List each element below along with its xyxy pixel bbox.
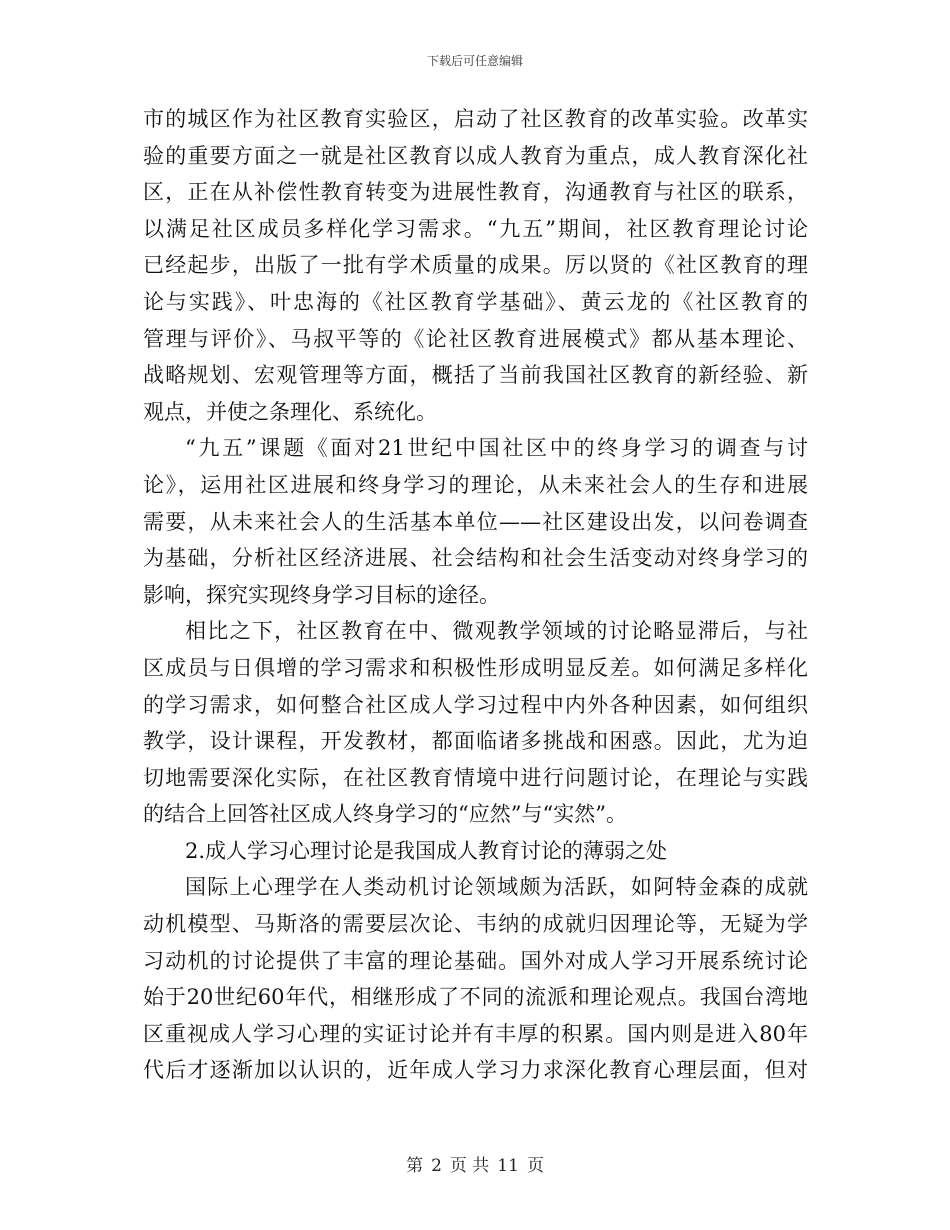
text-line: 动机模型、马斯洛的需要层次论、韦纳的成就归因理论等，无疑为学 [143, 912, 808, 937]
text-line: 代后才逐渐加以认识的，近年成人学习力求深化教育心理层面，但对 [143, 1058, 808, 1083]
text-line: 影响，探究实现终身学习目标的途径。 [143, 582, 500, 607]
text-line: 区，正在从补偿性教育转变为进展性教育，沟通教育与社区的联系， [143, 180, 808, 205]
text-line: 的学习需求，如何整合社区成人学习过程中内外各种因素，如何组织 [143, 692, 808, 717]
text-line: 验的重要方面之一就是社区教育以成人教育为重点，成人教育深化社 [143, 143, 808, 168]
text-line: 已经起步，出版了一批有学术质量的成果。厉以贤的《社区教育的理 [143, 253, 808, 278]
text-line: 为基础，分析社区经济进展、社会结构和社会生活变动对终身学习的 [143, 546, 808, 571]
text-line: 以满足社区成员多样化学习需求。“九五”期间，社区教育理论讨论 [143, 216, 808, 241]
text-line: 管理与评价》、马叔平等的《论社区教育进展模式》都从基本理论、 [143, 326, 808, 351]
text-line: 始于20世纪60年代，相继形成了不同的流派和理论观点。我国台湾地 [143, 985, 808, 1010]
text-line: 习动机的讨论提供了丰富的理论基础。国外对成人学习开展系统讨论 [143, 948, 808, 973]
text-line: 国际上心理学在人类动机讨论领域颇为活跃，如阿特金森的成就 [185, 875, 808, 900]
text-line: 观点，并使之条理化、系统化。 [143, 399, 437, 424]
text-line: 区成员与日俱增的学习需求和积极性形成明显反差。如何满足多样化 [143, 655, 808, 680]
text-line: 切地需要深化实际，在社区教育情境中进行问题讨论，在理论与实践 [143, 765, 808, 790]
text-line: 教学，设计课程，开发教材，都面临诸多挑战和困惑。因此，尤为迫 [143, 729, 808, 754]
text-line: 区重视成人学习心理的实证讨论并有丰厚的积累。国内则是进入80年 [143, 1021, 808, 1046]
page-footer [0, 1155, 950, 1177]
footer-current-page: 2 [431, 1156, 442, 1176]
text-line: 论》，运用社区进展和终身学习的理论，从未来社会人的生存和进展 [143, 472, 808, 497]
page-header-note: 下载后可任意编辑 [426, 54, 523, 68]
footer-prefix: 第 [406, 1156, 424, 1176]
footer-middle: 页 共 [449, 1156, 490, 1176]
footer-suffix: 页 [526, 1156, 544, 1176]
text-line: 的结合上回答社区成人终身学习的“应然”与“实然”。 [143, 802, 627, 827]
text-line: 战略规划、宏观管理等方面，概括了当前我国社区教育的新经验、新 [143, 363, 808, 388]
section-heading: 2.成人学习心理讨论是我国成人教育讨论的薄弱之处 [185, 838, 668, 863]
text-line: 市的城区作为社区教育实验区，启动了社区教育的改革实验。改革实 [143, 107, 808, 131]
text-line: 需要，从未来社会人的生活基本单位——社区建设出发，以问卷调查 [143, 509, 808, 534]
document-body [143, 101, 808, 1089]
text-line: “九五”课题《面对21世纪中国社区中的终身学习的调查与讨 [185, 436, 808, 461]
text-line: 相比之下，社区教育在中、微观教学领域的讨论略显滞后，与社 [185, 619, 808, 644]
footer-total-pages: 11 [497, 1156, 519, 1176]
text-line: 论与实践》、叶忠海的《社区教育学基础》、黄云龙的《社区教育的 [143, 289, 808, 314]
